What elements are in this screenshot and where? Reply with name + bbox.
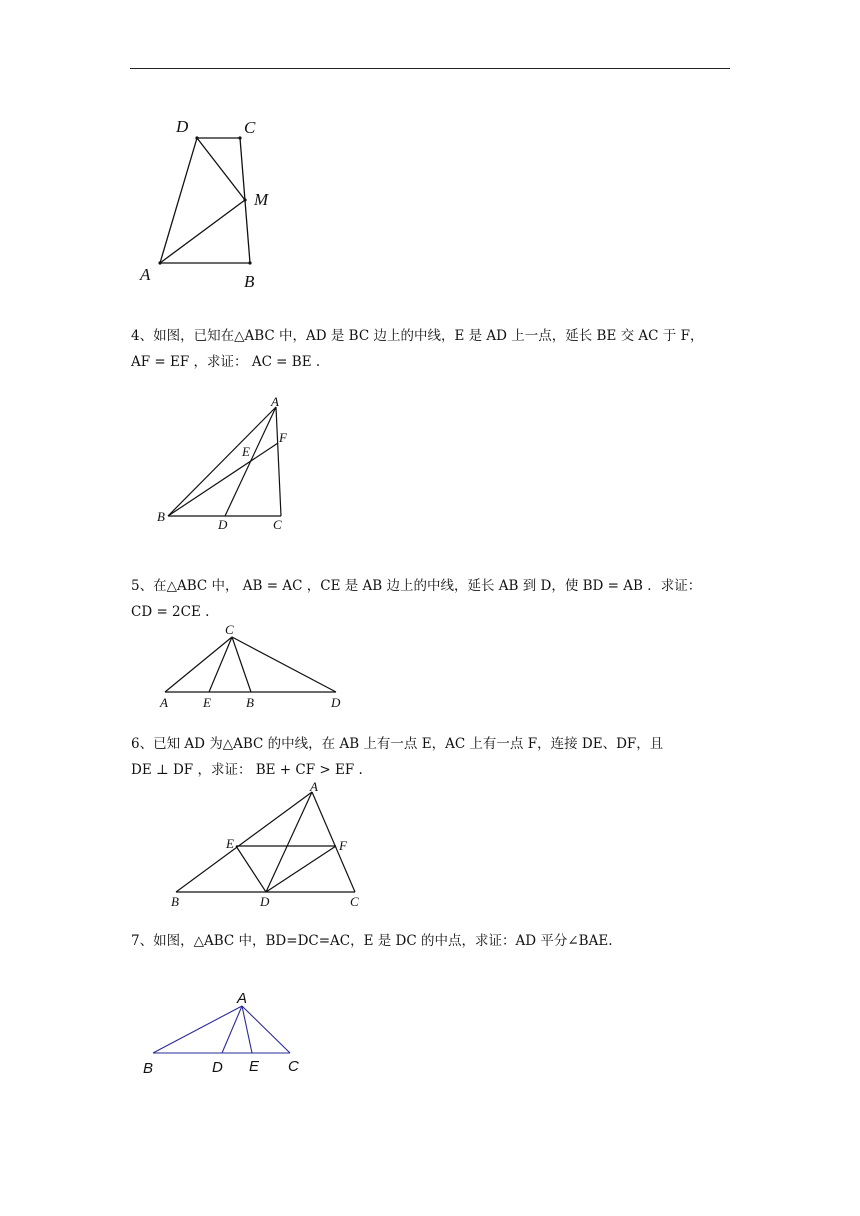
label-a: A: [140, 265, 151, 284]
problem-4-line-2: AF = EF ，求证： AC = BE .: [131, 354, 321, 370]
label-d: D: [218, 517, 228, 532]
problem-6-line-2: DE ⊥ DF ，求证： BE + CF > EF .: [131, 762, 363, 778]
problem-5: [131, 573, 731, 625]
label-m: M: [254, 190, 269, 209]
problem-4: [131, 323, 731, 375]
label-f: F: [279, 430, 287, 445]
label-c: C: [288, 1058, 299, 1075]
label-b: B: [157, 509, 165, 524]
label-a: A: [271, 394, 279, 409]
label-e: E: [242, 444, 250, 459]
label-d: D: [331, 695, 341, 710]
label-e: E: [249, 1058, 260, 1075]
label-c: C: [225, 622, 234, 637]
label-a: A: [237, 990, 248, 1007]
segment-cb: [240, 138, 250, 263]
problem-6: [131, 731, 731, 783]
problem-5-line-2: CD = 2CE .: [131, 604, 210, 620]
problem-7: [131, 928, 731, 954]
label-c: C: [273, 517, 282, 532]
label-d: D: [260, 894, 270, 909]
segment-am: [160, 200, 245, 263]
label-e: E: [226, 836, 234, 851]
label-a: A: [310, 779, 318, 794]
label-f: F: [339, 838, 347, 853]
segment-ad: [160, 138, 197, 263]
label-e: E: [203, 695, 211, 710]
label-d: D: [176, 117, 189, 136]
label-d: D: [212, 1059, 223, 1076]
label-b: B: [244, 272, 255, 291]
segment-dm: [197, 138, 245, 200]
problem-6-line-1: 6、已知 AD 为△ABC 的中线，在 AB 上有一点 E，AC 上有一点 F，连接 DE、DF，且: [131, 736, 664, 752]
header-rule: [130, 68, 730, 69]
label-b: B: [171, 894, 179, 909]
label-c: C: [350, 894, 359, 909]
label-a: A: [160, 695, 168, 710]
problem-7-line-1: 7、如图，△ABC 中，BD=DC=AC，E 是 DC 的中点，求证：AD 平分∠BAE.: [131, 933, 613, 949]
label-b: B: [143, 1060, 154, 1077]
problem-5-line-1: 5、在△ABC 中， AB = AC ，CE 是 AB 边上的中线，延长 AB 到 D，使 BD = AB ．求证：: [131, 578, 702, 594]
label-b: B: [246, 695, 254, 710]
problem-4-line-1: 4、如图，已知在△ABC 中，AD 是 BC 边上的中线，E 是 AD 上一点，延长 BE 交 AC 于 F，: [131, 328, 704, 344]
label-c: C: [244, 118, 256, 137]
